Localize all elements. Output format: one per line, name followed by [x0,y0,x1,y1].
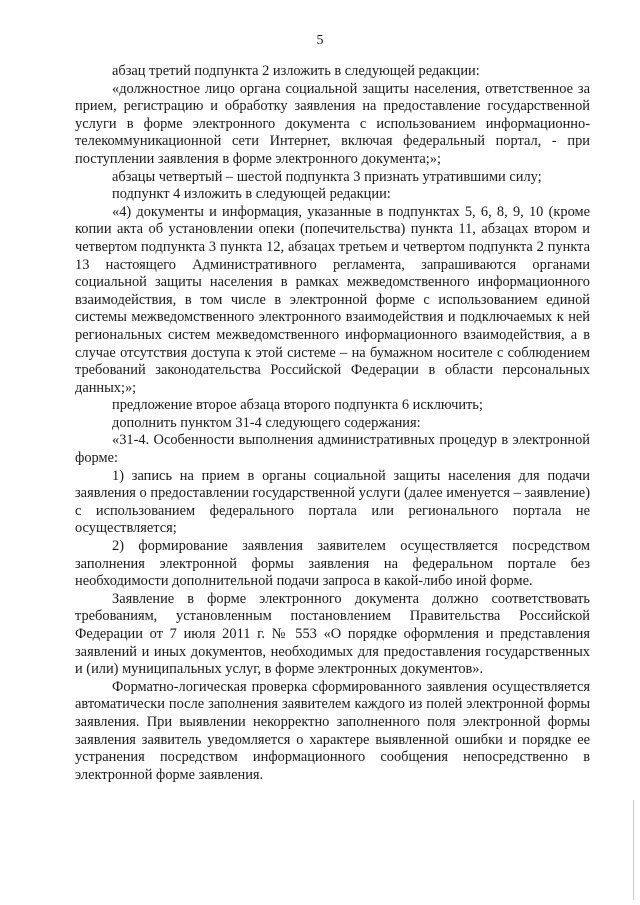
paragraph-5: «4) документы и информация, указанные в подпунктах 5, 6, 8, 9, 10 (кроме копии акта об установлении опеки (попечительства) пункта 11, абзацах втором и четвертом подпункта 3 пункта 12, абзацах третьем и четвертом подпункта 2 пункта 13 настоящего Административного регламента, запрашиваются органами социальной защиты населения в рамках межведомственного информационного взаимодействия, в том числе в электронной форме с использованием единой системы межведомственного электронного взаимодействия и подключаемых к ней региональных систем межведомственного информационного взаимодействия, а в случае отсутствия доступа к этой системе – на бумажном носителе с соблюдением требований законодательства Российской Федерации в области персональных данных;»; [75,203,590,396]
paragraph-2: «должностное лицо органа социальной защиты населения, ответственное за прием, регистрацию и обработку заявления на предоставление государственной услуги в форме электронного документа с использованием информационно-телекоммуникационной сети Интернет, включая федеральный портал, - при поступлении заявления в форме электронного документа;»; [75,80,590,167]
paragraph-12: Форматно-логическая проверка сформированного заявления осуществляется автоматически после заполнения заявителем каждого из полей электронной формы заявления. При выявлении некорректно заполненного поля электронной формы заявления заявитель уведомляется о характере выявленной ошибки и порядке ее устранения посредством информационного сообщения непосредственно в электронной форме заявления. [75,678,590,783]
page-number: 5 [316,33,324,48]
paragraph-10: 2) формирование заявления заявителем осуществляется посредством заполнения электронной формы заявления на федеральном портале без необходимости дополнительной подачи запроса в какой-либо иной форме. [75,538,590,590]
paragraph-6: предложение второе абзаца второго подпункта 6 исключить; [112,397,483,414]
paragraph-1: абзац третий подпункта 2 изложить в следующей редакции: [112,63,480,79]
paragraph-4: подпункт 4 изложить в следующей редакции: [112,186,391,203]
scan-edge-mark [633,800,634,900]
document-body [75,63,590,784]
paragraph-9: 1) запись на прием в органы социальной защиты населения для подачи заявления о предоставлении государственной услуги (далее именуется – заявление) с использованием федерального портала или регионального портала не осуществляется; [75,467,590,537]
paragraph-3: абзацы четвертый – шестой подпункта 3 признать утратившими силу; [112,168,542,185]
paragraph-8: «31-4. Особенности выполнения административных процедур в электронной форме: [75,432,590,467]
paragraph-11: Заявление в форме электронного документа должно соответствовать требованиям, установленным постановлением Правительства Российской Федерации от 7 июля 2011 г. № 553 «О порядке оформления и представления заявлений и иных документов, необходимых для предоставления государственных и (или) муниципальных услуг, в форме электронных документов». [75,590,590,678]
paragraph-7: дополнить пунктом 31-4 следующего содержания: [112,414,421,431]
